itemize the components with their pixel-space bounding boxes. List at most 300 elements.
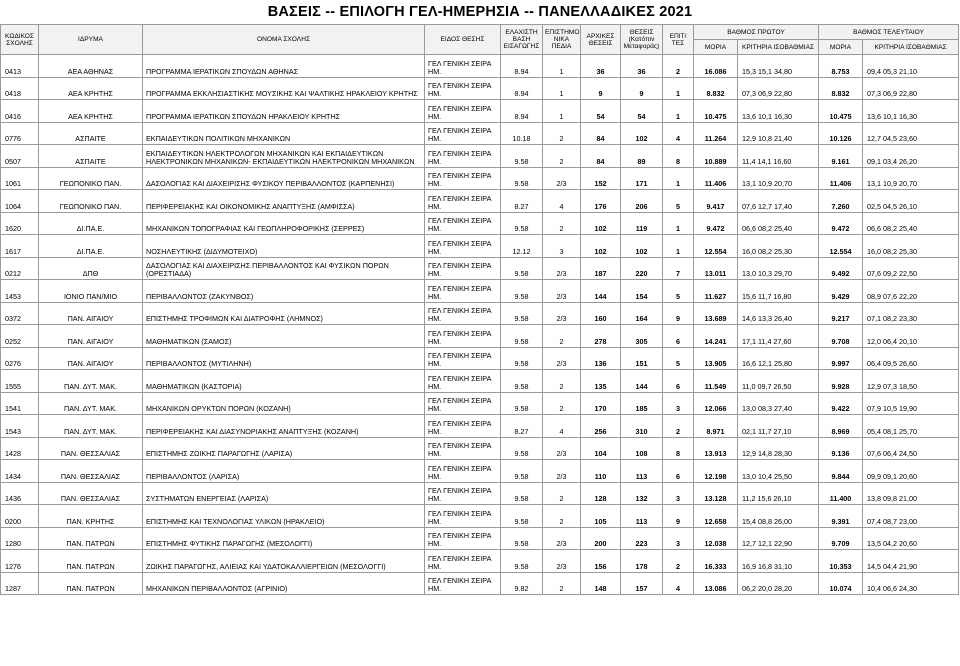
table-row [1, 167, 959, 190]
cell-min-base: 8.94 [501, 77, 543, 100]
cell-seat-type: ΓΕΛ ΓΕΝΙΚΗ ΣΕΙΡΑ ΗΜ. [425, 437, 501, 460]
cell-last-points: 10.074 [819, 572, 863, 595]
cell-last-criteria: 13,1 10,9 20,70 [863, 167, 959, 190]
cell-min-base: 9.58 [501, 527, 543, 550]
cell-school-name: ΜΗΧΑΝΙΚΩΝ ΠΕΡΙΒΑΛΛΟΝΤΟΣ (ΑΓΡΙΝΙΟ) [143, 572, 425, 595]
cell-school-name: ΠΡΟΓΡΑΜΜΑ ΙΕΡΑΤΙΚΩΝ ΣΠΟΥΔΩΝ ΗΡΑΚΛΕΙΟΥ ΚΡΗΤΗΣ [143, 100, 425, 123]
cell-code: 1064 [1, 190, 39, 213]
cell-first-points: 16.086 [694, 55, 738, 78]
cell-last-points: 10.126 [819, 122, 863, 145]
header-code: ΚΩΔΙΚΟΣ ΣΧΟΛΗΣ [1, 25, 39, 55]
cell-last-criteria: 12,9 07,3 18,50 [863, 370, 959, 393]
cell-seats-after: 36 [621, 55, 663, 78]
cell-school-name: ΠΕΡΙΒΑΛΛΟΝΤΟΣ (ΛΑΡΙΣΑ) [143, 460, 425, 483]
cell-first-points: 11.627 [694, 280, 738, 303]
cell-first-criteria: 14,6 13,3 26,40 [738, 302, 819, 325]
cell-fields: 2/3 [543, 550, 581, 573]
cell-fields: 2/3 [543, 280, 581, 303]
cell-seat-type: ΓΕΛ ΓΕΝΙΚΗ ΣΕΙΡΑ ΗΜ. [425, 505, 501, 528]
cell-seat-type: ΓΕΛ ΓΕΝΙΚΗ ΣΕΙΡΑ ΗΜ. [425, 370, 501, 393]
cell-last-points: 9.708 [819, 325, 863, 348]
cell-first-criteria: 15,3 15,1 34,80 [738, 55, 819, 78]
cell-tied: 8 [663, 145, 694, 168]
cell-last-points: 9.844 [819, 460, 863, 483]
cell-last-criteria: 07,6 06,4 24,50 [863, 437, 959, 460]
cell-last-points: 7.260 [819, 190, 863, 213]
cell-school-name: ΜΑΘΗΜΑΤΙΚΩΝ (ΚΑΣΤΟΡΙΑ) [143, 370, 425, 393]
cell-tied: 6 [663, 325, 694, 348]
cell-seats-after: 223 [621, 527, 663, 550]
cell-tied: 3 [663, 482, 694, 505]
cell-first-points: 11.406 [694, 167, 738, 190]
cell-min-base: 9.58 [501, 325, 543, 348]
cell-institution: ΠΑΝ. ΘΕΣΣΑΛΙΑΣ [39, 437, 143, 460]
cell-seat-type: ΓΕΛ ΓΕΝΙΚΗ ΣΕΙΡΑ ΗΜ. [425, 392, 501, 415]
table-row [1, 280, 959, 303]
cell-seat-type: ΓΕΛ ΓΕΝΙΚΗ ΣΕΙΡΑ ΗΜ. [425, 482, 501, 505]
cell-school-name: ΜΑΘΗΜΑΤΙΚΩΝ (ΣΑΜΟΣ) [143, 325, 425, 348]
cell-first-criteria: 11,2 15,6 26,10 [738, 482, 819, 505]
cell-seats-after: 305 [621, 325, 663, 348]
cell-tied: 5 [663, 347, 694, 370]
cell-seats-after: 206 [621, 190, 663, 213]
cell-institution: ΔΙ.ΠΑ.Ε. [39, 235, 143, 258]
cell-code: 1555 [1, 370, 39, 393]
cell-fields: 2/3 [543, 167, 581, 190]
cell-last-criteria: 07,4 08,7 23,00 [863, 505, 959, 528]
cell-first-criteria: 11,4 14,1 16,60 [738, 145, 819, 168]
cell-code: 1436 [1, 482, 39, 505]
table-row [1, 325, 959, 348]
cell-institution: ΔΠΘ [39, 257, 143, 280]
cell-tied: 1 [663, 100, 694, 123]
cell-first-points: 9.417 [694, 190, 738, 213]
cell-last-points: 8.969 [819, 415, 863, 438]
cell-code: 1453 [1, 280, 39, 303]
cell-min-base: 8.94 [501, 100, 543, 123]
cell-fields: 2/3 [543, 527, 581, 550]
cell-seats-after: 178 [621, 550, 663, 573]
table-row [1, 572, 959, 595]
cell-fields: 2 [543, 482, 581, 505]
cell-initial-seats: 156 [581, 550, 621, 573]
cell-institution: ΠΑΝ. ΠΑΤΡΩΝ [39, 572, 143, 595]
table-row [1, 505, 959, 528]
cell-code: 1434 [1, 460, 39, 483]
cell-first-points: 8.832 [694, 77, 738, 100]
cell-last-points: 9.391 [819, 505, 863, 528]
cell-code: 0276 [1, 347, 39, 370]
cell-institution: ΠΑΝ. ΠΑΤΡΩΝ [39, 527, 143, 550]
cell-fields: 2/3 [543, 347, 581, 370]
cell-code: 0413 [1, 55, 39, 78]
document-title: ΒΑΣΕΙΣ -- ΕΠΙΛΟΓΗ ΓΕΛ-ΗΜΕΡΗΣΙΑ -- ΠΑΝΕΛΛΑΔΙΚΕΣ 2021 [267, 4, 693, 20]
cell-fields: 2/3 [543, 257, 581, 280]
cell-first-criteria: 17,1 11,4 27,60 [738, 325, 819, 348]
cell-last-criteria: 07,3 06,9 22,80 [863, 77, 959, 100]
cell-seats-after: 154 [621, 280, 663, 303]
cell-first-points: 10.475 [694, 100, 738, 123]
cell-first-points: 12.658 [694, 505, 738, 528]
cell-initial-seats: 104 [581, 437, 621, 460]
cell-first-points: 14.241 [694, 325, 738, 348]
cell-last-criteria: 09,9 09,1 20,60 [863, 460, 959, 483]
cell-min-base: 9.58 [501, 167, 543, 190]
cell-last-criteria: 12,7 04,5 23,60 [863, 122, 959, 145]
cell-last-points: 11.400 [819, 482, 863, 505]
cell-min-base: 9.58 [501, 392, 543, 415]
cell-min-base: 8.94 [501, 55, 543, 78]
cell-first-criteria: 12,9 14,8 28,30 [738, 437, 819, 460]
cell-tied: 7 [663, 257, 694, 280]
cell-initial-seats: 105 [581, 505, 621, 528]
cell-last-criteria: 13,6 10,1 16,30 [863, 100, 959, 123]
cell-initial-seats: 144 [581, 280, 621, 303]
cell-code: 0372 [1, 302, 39, 325]
cell-seat-type: ΓΕΛ ΓΕΝΙΚΗ ΣΕΙΡΑ ΗΜ. [425, 572, 501, 595]
cell-last-points: 11.406 [819, 167, 863, 190]
cell-institution: ΠΑΝ. ΘΕΣΣΑΛΙΑΣ [39, 482, 143, 505]
cell-fields: 2/3 [543, 460, 581, 483]
cell-school-name: ΕΚΠΑΙΔΕΥΤΙΚΩΝ ΠΟΛΙΤΙΚΩΝ ΜΗΧΑΝΙΚΩΝ [143, 122, 425, 145]
cell-initial-seats: 9 [581, 77, 621, 100]
cell-seats-after: 310 [621, 415, 663, 438]
cell-seat-type: ΓΕΛ ΓΕΝΙΚΗ ΣΕΙΡΑ ΗΜ. [425, 280, 501, 303]
header-fields: ΕΠΙΣΤΗΜΟ ΝΙΚΑ ΠΕΔΙΑ [543, 25, 581, 55]
cell-code: 1276 [1, 550, 39, 573]
cell-seat-type: ΓΕΛ ΓΕΝΙΚΗ ΣΕΙΡΑ ΗΜ. [425, 55, 501, 78]
cell-code: 0418 [1, 77, 39, 100]
cell-school-name: ΝΟΣΗΛΕΥΤΙΚΗΣ (ΔΙΔΥΜΟΤΕΙΧΟ) [143, 235, 425, 258]
cell-school-name: ΣΥΣΤΗΜΑΤΩΝ ΕΝΕΡΓΕΙΑΣ (ΛΑΡΙΣΑ) [143, 482, 425, 505]
cell-initial-seats: 200 [581, 527, 621, 550]
header-last-group: ΒΑΘΜΟΣ ΤΕΛΕΥΤΑΙΟΥ [819, 25, 959, 40]
cell-fields: 2 [543, 325, 581, 348]
cell-fields: 1 [543, 55, 581, 78]
cell-fields: 2 [543, 572, 581, 595]
cell-first-criteria: 13,0 08,3 27,40 [738, 392, 819, 415]
cell-first-criteria: 06,2 20,0 28,20 [738, 572, 819, 595]
cell-seats-after: 102 [621, 122, 663, 145]
cell-last-points: 12.554 [819, 235, 863, 258]
cell-school-name: ΕΠΙΣΤΗΜΗΣ ΤΡΟΦΙΜΩΝ ΚΑΙ ΔΙΑΤΡΟΦΗΣ (ΛΗΜΝΟΣ) [143, 302, 425, 325]
header-last-criteria: ΚΡΙΤΗΡΙΑ ΙΣΟΒΑΘΜΙΑΣ [863, 40, 959, 55]
cell-min-base: 9.58 [501, 347, 543, 370]
cell-min-base: 9.58 [501, 437, 543, 460]
cell-min-base: 9.58 [501, 145, 543, 168]
cell-last-criteria: 06,4 09,5 26,60 [863, 347, 959, 370]
cell-first-criteria: 16,6 12,1 25,80 [738, 347, 819, 370]
cell-first-points: 12.198 [694, 460, 738, 483]
cell-min-base: 12.12 [501, 235, 543, 258]
cell-last-points: 9.161 [819, 145, 863, 168]
cell-institution: ΑΕΑ ΚΡΗΤΗΣ [39, 100, 143, 123]
cell-first-points: 13.011 [694, 257, 738, 280]
cell-institution: ΠΑΝ. ΠΑΤΡΩΝ [39, 550, 143, 573]
cell-initial-seats: 110 [581, 460, 621, 483]
cell-code: 1280 [1, 527, 39, 550]
cell-last-points: 9.422 [819, 392, 863, 415]
cell-seat-type: ΓΕΛ ΓΕΝΙΚΗ ΣΕΙΡΑ ΗΜ. [425, 347, 501, 370]
cell-initial-seats: 170 [581, 392, 621, 415]
cell-institution: ΑΣΠΑΙΤΕ [39, 145, 143, 168]
cell-last-points: 9.472 [819, 212, 863, 235]
cell-seat-type: ΓΕΛ ΓΕΝΙΚΗ ΣΕΙΡΑ ΗΜ. [425, 415, 501, 438]
cell-institution: ΠΑΝ. ΑΙΓΑΙΟΥ [39, 302, 143, 325]
cell-first-criteria: 12,9 10,8 21,40 [738, 122, 819, 145]
cell-tied: 3 [663, 392, 694, 415]
cell-last-criteria: 10,4 06,6 24,30 [863, 572, 959, 595]
cell-seats-after: 113 [621, 460, 663, 483]
cell-school-name: ΠΕΡΙΦΕΡΕΙΑΚΗΣ ΚΑΙ ΔΙΑΣΥΝΟΡΙΑΚΗΣ ΑΝΑΠΤΥΞΗΣ (ΚΟΖΑΝΗ) [143, 415, 425, 438]
cell-min-base: 9.58 [501, 550, 543, 573]
cell-institution: ΠΑΝ. ΔΥΤ. ΜΑΚ. [39, 392, 143, 415]
cell-seats-after: 164 [621, 302, 663, 325]
cell-last-criteria: 13,8 09,8 21,00 [863, 482, 959, 505]
cell-last-criteria: 08,9 07,6 22,20 [863, 280, 959, 303]
cell-school-name: ΠΡΟΓΡΑΜΜΑ ΙΕΡΑΤΙΚΩΝ ΣΠΟΥΔΩΝ ΑΘΗΝΑΣ [143, 55, 425, 78]
cell-initial-seats: 256 [581, 415, 621, 438]
cell-first-criteria: 16,0 08,2 25,30 [738, 235, 819, 258]
cell-fields: 1 [543, 77, 581, 100]
cell-last-criteria: 02,5 04,5 26,10 [863, 190, 959, 213]
cell-code: 1543 [1, 415, 39, 438]
cell-institution: ΠΑΝ. ΑΙΓΑΙΟΥ [39, 347, 143, 370]
cell-fields: 2 [543, 392, 581, 415]
cell-first-criteria: 13,6 10,1 16,30 [738, 100, 819, 123]
cell-seat-type: ΓΕΛ ΓΕΝΙΚΗ ΣΕΙΡΑ ΗΜ. [425, 302, 501, 325]
table-row [1, 235, 959, 258]
header-institution: ΙΔΡΥΜΑ [39, 25, 143, 55]
cell-fields: 2 [543, 370, 581, 393]
cell-last-points: 10.353 [819, 550, 863, 573]
cell-seats-after: 9 [621, 77, 663, 100]
cell-first-points: 13.128 [694, 482, 738, 505]
cell-seat-type: ΓΕΛ ΓΕΝΙΚΗ ΣΕΙΡΑ ΗΜ. [425, 527, 501, 550]
cell-institution: ΔΙ.ΠΑ.Ε. [39, 212, 143, 235]
cell-last-criteria: 16,0 08,2 25,30 [863, 235, 959, 258]
cell-fields: 4 [543, 415, 581, 438]
cell-code: 0416 [1, 100, 39, 123]
cell-last-points: 9.429 [819, 280, 863, 303]
cell-tied: 6 [663, 370, 694, 393]
cell-tied: 4 [663, 122, 694, 145]
header-first-group: ΒΑΘΜΟΣ ΠΡΩΤΟΥ [694, 25, 819, 40]
cell-institution: ΑΕΑ ΚΡΗΤΗΣ [39, 77, 143, 100]
cell-min-base: 9.82 [501, 572, 543, 595]
cell-min-base: 8.27 [501, 190, 543, 213]
cell-tied: 2 [663, 550, 694, 573]
cell-initial-seats: 36 [581, 55, 621, 78]
table-row [1, 100, 959, 123]
cell-school-name: ΕΠΙΣΤΗΜΗΣ ΦΥΤΙΚΗΣ ΠΑΡΑΓΩΓΗΣ (ΜΕΣΟΛΟΓΓΙ) [143, 527, 425, 550]
cell-institution: ΓΕΩΠΟΝΙΚΟ ΠΑΝ. [39, 167, 143, 190]
cell-school-name: ΖΩΙΚΗΣ ΠΑΡΑΓΩΓΗΣ, ΑΛΙΕΙΑΣ ΚΑΙ ΥΔΑΤΟΚΑΛΛΙΕΡΓΕΙΩΝ (ΜΕΣΟΛΟΓΓΙ) [143, 550, 425, 573]
table-body [1, 55, 959, 595]
cell-first-criteria: 13,0 10,4 25,50 [738, 460, 819, 483]
table-row [1, 212, 959, 235]
cell-last-criteria: 09,1 03,4 26,20 [863, 145, 959, 168]
table-row [1, 527, 959, 550]
cell-last-criteria: 07,1 08,2 23,30 [863, 302, 959, 325]
cell-institution: ΑΕΑ ΑΘΗΝΑΣ [39, 55, 143, 78]
cell-school-name: ΠΕΡΙΒΑΛΛΟΝΤΟΣ (ΜΥΤΙΛΗΝΗ) [143, 347, 425, 370]
cell-tied: 9 [663, 302, 694, 325]
cell-first-points: 11.264 [694, 122, 738, 145]
table-row [1, 415, 959, 438]
cell-tied: 6 [663, 460, 694, 483]
cell-initial-seats: 135 [581, 370, 621, 393]
cell-seats-after: 151 [621, 347, 663, 370]
cell-seat-type: ΓΕΛ ΓΕΝΙΚΗ ΣΕΙΡΑ ΗΜ. [425, 212, 501, 235]
cell-seats-after: 157 [621, 572, 663, 595]
cell-first-points: 8.971 [694, 415, 738, 438]
header-seats-after: ΘΕΣΕΙΣ (Κατόπιν Μεταφοράς) [621, 25, 663, 55]
cell-school-name: ΠΕΡΙΦΕΡΕΙΑΚΗΣ ΚΑΙ ΟΙΚΟΝΟΜΙΚΗΣ ΑΝΑΠΤΥΞΗΣ (ΑΜΦΙΣΣΑ) [143, 190, 425, 213]
cell-min-base: 9.58 [501, 505, 543, 528]
cell-initial-seats: 84 [581, 122, 621, 145]
cell-first-points: 12.066 [694, 392, 738, 415]
cell-tied: 1 [663, 212, 694, 235]
cell-seat-type: ΓΕΛ ΓΕΝΙΚΗ ΣΕΙΡΑ ΗΜ. [425, 235, 501, 258]
cell-first-criteria: 16,9 16,8 31,10 [738, 550, 819, 573]
cell-first-points: 13.086 [694, 572, 738, 595]
cell-last-criteria: 12,0 06,4 20,10 [863, 325, 959, 348]
cell-min-base: 9.58 [501, 302, 543, 325]
table-row [1, 55, 959, 78]
cell-tied: 2 [663, 55, 694, 78]
cell-first-criteria: 11,0 09,7 26,50 [738, 370, 819, 393]
cell-code: 1428 [1, 437, 39, 460]
cell-last-points: 8.753 [819, 55, 863, 78]
cell-seats-after: 171 [621, 167, 663, 190]
cell-first-criteria: 15,4 08,8 26,00 [738, 505, 819, 528]
cell-initial-seats: 102 [581, 235, 621, 258]
cell-first-points: 13.689 [694, 302, 738, 325]
cell-last-criteria: 13,5 04,2 20,60 [863, 527, 959, 550]
cell-min-base: 8.27 [501, 415, 543, 438]
cell-first-criteria: 07,6 12,7 17,40 [738, 190, 819, 213]
cell-code: 1287 [1, 572, 39, 595]
cell-seats-after: 89 [621, 145, 663, 168]
cell-first-criteria: 13,1 10,9 20,70 [738, 167, 819, 190]
table-row [1, 190, 959, 213]
cell-school-name: ΔΑΣΟΛΟΓΙΑΣ ΚΑΙ ΔΙΑΧΕΙΡΙΣΗΣ ΠΕΡΙΒΑΛΛΟΝΤΟΣ ΚΑΙ ΦΥΣΙΚΩΝ ΠΟΡΩΝ (ΟΡΕΣΤΙΑΔΑ) [143, 257, 425, 280]
cell-tied: 1 [663, 235, 694, 258]
cell-school-name: ΕΠΙΣΤΗΜΗΣ ΚΑΙ ΤΕΧΝΟΛΟΓΙΑΣ ΥΛΙΚΩΝ (ΗΡΑΚΛΕΙΟ) [143, 505, 425, 528]
admissions-table [0, 24, 959, 595]
cell-min-base: 9.58 [501, 370, 543, 393]
cell-initial-seats: 152 [581, 167, 621, 190]
table-row [1, 145, 959, 168]
cell-initial-seats: 136 [581, 347, 621, 370]
cell-school-name: ΔΑΣΟΛΟΓΙΑΣ ΚΑΙ ΔΙΑΧΕΙΡΙΣΗΣ ΦΥΣΙΚΟΥ ΠΕΡΙΒΑΛΛΟΝΤΟΣ (ΚΑΡΠΕΝΗΣΙ) [143, 167, 425, 190]
cell-seat-type: ΓΕΛ ΓΕΝΙΚΗ ΣΕΙΡΑ ΗΜ. [425, 257, 501, 280]
header-seat-type: ΕΙΔΟΣ ΘΕΣΗΣ [425, 25, 501, 55]
cell-fields: 2 [543, 122, 581, 145]
header-last-points: ΜΟΡΙΑ [819, 40, 863, 55]
header-school-name: ΟΝΟΜΑ ΣΧΟΛΗΣ [143, 25, 425, 55]
cell-seats-after: 54 [621, 100, 663, 123]
cell-seat-type: ΓΕΛ ΓΕΝΙΚΗ ΣΕΙΡΑ ΗΜ. [425, 77, 501, 100]
header-tied: ΕΠΙΤ/ΤΕΣ [663, 25, 694, 55]
cell-institution: ΠΑΝ. ΔΥΤ. ΜΑΚ. [39, 370, 143, 393]
cell-fields: 2/3 [543, 302, 581, 325]
cell-seat-type: ΓΕΛ ΓΕΝΙΚΗ ΣΕΙΡΑ ΗΜ. [425, 167, 501, 190]
cell-first-criteria: 13,0 10,3 29,70 [738, 257, 819, 280]
cell-school-name: ΜΗΧΑΝΙΚΩΝ ΟΡΥΚΤΩΝ ΠΟΡΩΝ (ΚΟΖΑΝΗ) [143, 392, 425, 415]
table-row [1, 302, 959, 325]
cell-last-criteria: 05,4 08,1 25,70 [863, 415, 959, 438]
cell-initial-seats: 148 [581, 572, 621, 595]
cell-tied: 8 [663, 437, 694, 460]
header-min-base: ΕΛΑΧΙΣΤΗ ΒΑΣΗ ΕΙΣΑΓΩΓΗΣ [501, 25, 543, 55]
cell-institution: ΠΑΝ. ΘΕΣΣΑΛΙΑΣ [39, 460, 143, 483]
cell-seats-after: 102 [621, 235, 663, 258]
cell-first-points: 12.038 [694, 527, 738, 550]
cell-initial-seats: 176 [581, 190, 621, 213]
cell-first-criteria: 07,3 06,9 22,80 [738, 77, 819, 100]
header-initial-seats: ΑΡΧΙΚΕΣ ΘΕΣΕΙΣ [581, 25, 621, 55]
cell-institution: ΓΕΩΠΟΝΙΚΟ ΠΑΝ. [39, 190, 143, 213]
cell-fields: 1 [543, 100, 581, 123]
table-row [1, 482, 959, 505]
table-row [1, 347, 959, 370]
cell-seat-type: ΓΕΛ ΓΕΝΙΚΗ ΣΕΙΡΑ ΗΜ. [425, 550, 501, 573]
cell-code: 0507 [1, 145, 39, 168]
cell-last-points: 8.832 [819, 77, 863, 100]
cell-tied: 2 [663, 415, 694, 438]
cell-institution: ΠΑΝ. ΚΡΗΤΗΣ [39, 505, 143, 528]
cell-initial-seats: 128 [581, 482, 621, 505]
cell-first-points: 12.554 [694, 235, 738, 258]
cell-school-name: ΕΠΙΣΤΗΜΗΣ ΖΩΙΚΗΣ ΠΑΡΑΓΩΓΗΣ (ΛΑΡΙΣΑ) [143, 437, 425, 460]
cell-last-points: 10.475 [819, 100, 863, 123]
cell-first-criteria: 15,6 11,7 16,80 [738, 280, 819, 303]
cell-min-base: 9.58 [501, 482, 543, 505]
cell-first-criteria: 12,7 12,1 22,90 [738, 527, 819, 550]
cell-min-base: 9.58 [501, 280, 543, 303]
cell-code: 0212 [1, 257, 39, 280]
cell-fields: 3 [543, 235, 581, 258]
cell-initial-seats: 160 [581, 302, 621, 325]
table-row [1, 392, 959, 415]
cell-code: 0776 [1, 122, 39, 145]
cell-seats-after: 113 [621, 505, 663, 528]
cell-first-points: 10.889 [694, 145, 738, 168]
cell-institution: ΠΑΝ. ΔΥΤ. ΜΑΚ. [39, 415, 143, 438]
cell-last-points: 9.709 [819, 527, 863, 550]
cell-tied: 5 [663, 190, 694, 213]
table-row [1, 257, 959, 280]
cell-tied: 9 [663, 505, 694, 528]
cell-last-points: 9.217 [819, 302, 863, 325]
cell-last-criteria: 07,9 10,5 19,90 [863, 392, 959, 415]
cell-last-points: 9.136 [819, 437, 863, 460]
cell-code: 1617 [1, 235, 39, 258]
cell-tied: 5 [663, 280, 694, 303]
cell-last-criteria: 06,6 08,2 25,40 [863, 212, 959, 235]
cell-min-base: 9.58 [501, 460, 543, 483]
cell-seats-after: 108 [621, 437, 663, 460]
cell-code: 0252 [1, 325, 39, 348]
table-row [1, 437, 959, 460]
table-row [1, 77, 959, 100]
cell-code: 1061 [1, 167, 39, 190]
cell-tied: 3 [663, 527, 694, 550]
cell-fields: 2/3 [543, 437, 581, 460]
cell-school-name: ΕΚΠΑΙΔΕΥΤΙΚΩΝ ΗΛΕΚΤΡΟΛΟΓΩΝ ΜΗΧΑΝΙΚΩΝ ΚΑΙ ΕΚΠΑΙΔΕΥΤΙΚΩΝ ΗΛΕΚΤΡΟΝΙΚΩΝ ΜΗΧΑΝΙΚΩΝ- ΕΚΠΑΙΔΕΥΤΙΚΩΝ ΗΛΕΚΤΡΟΝΙΚΩΝ ΜΗΧΑΝΙΚΩΝ [143, 145, 425, 168]
